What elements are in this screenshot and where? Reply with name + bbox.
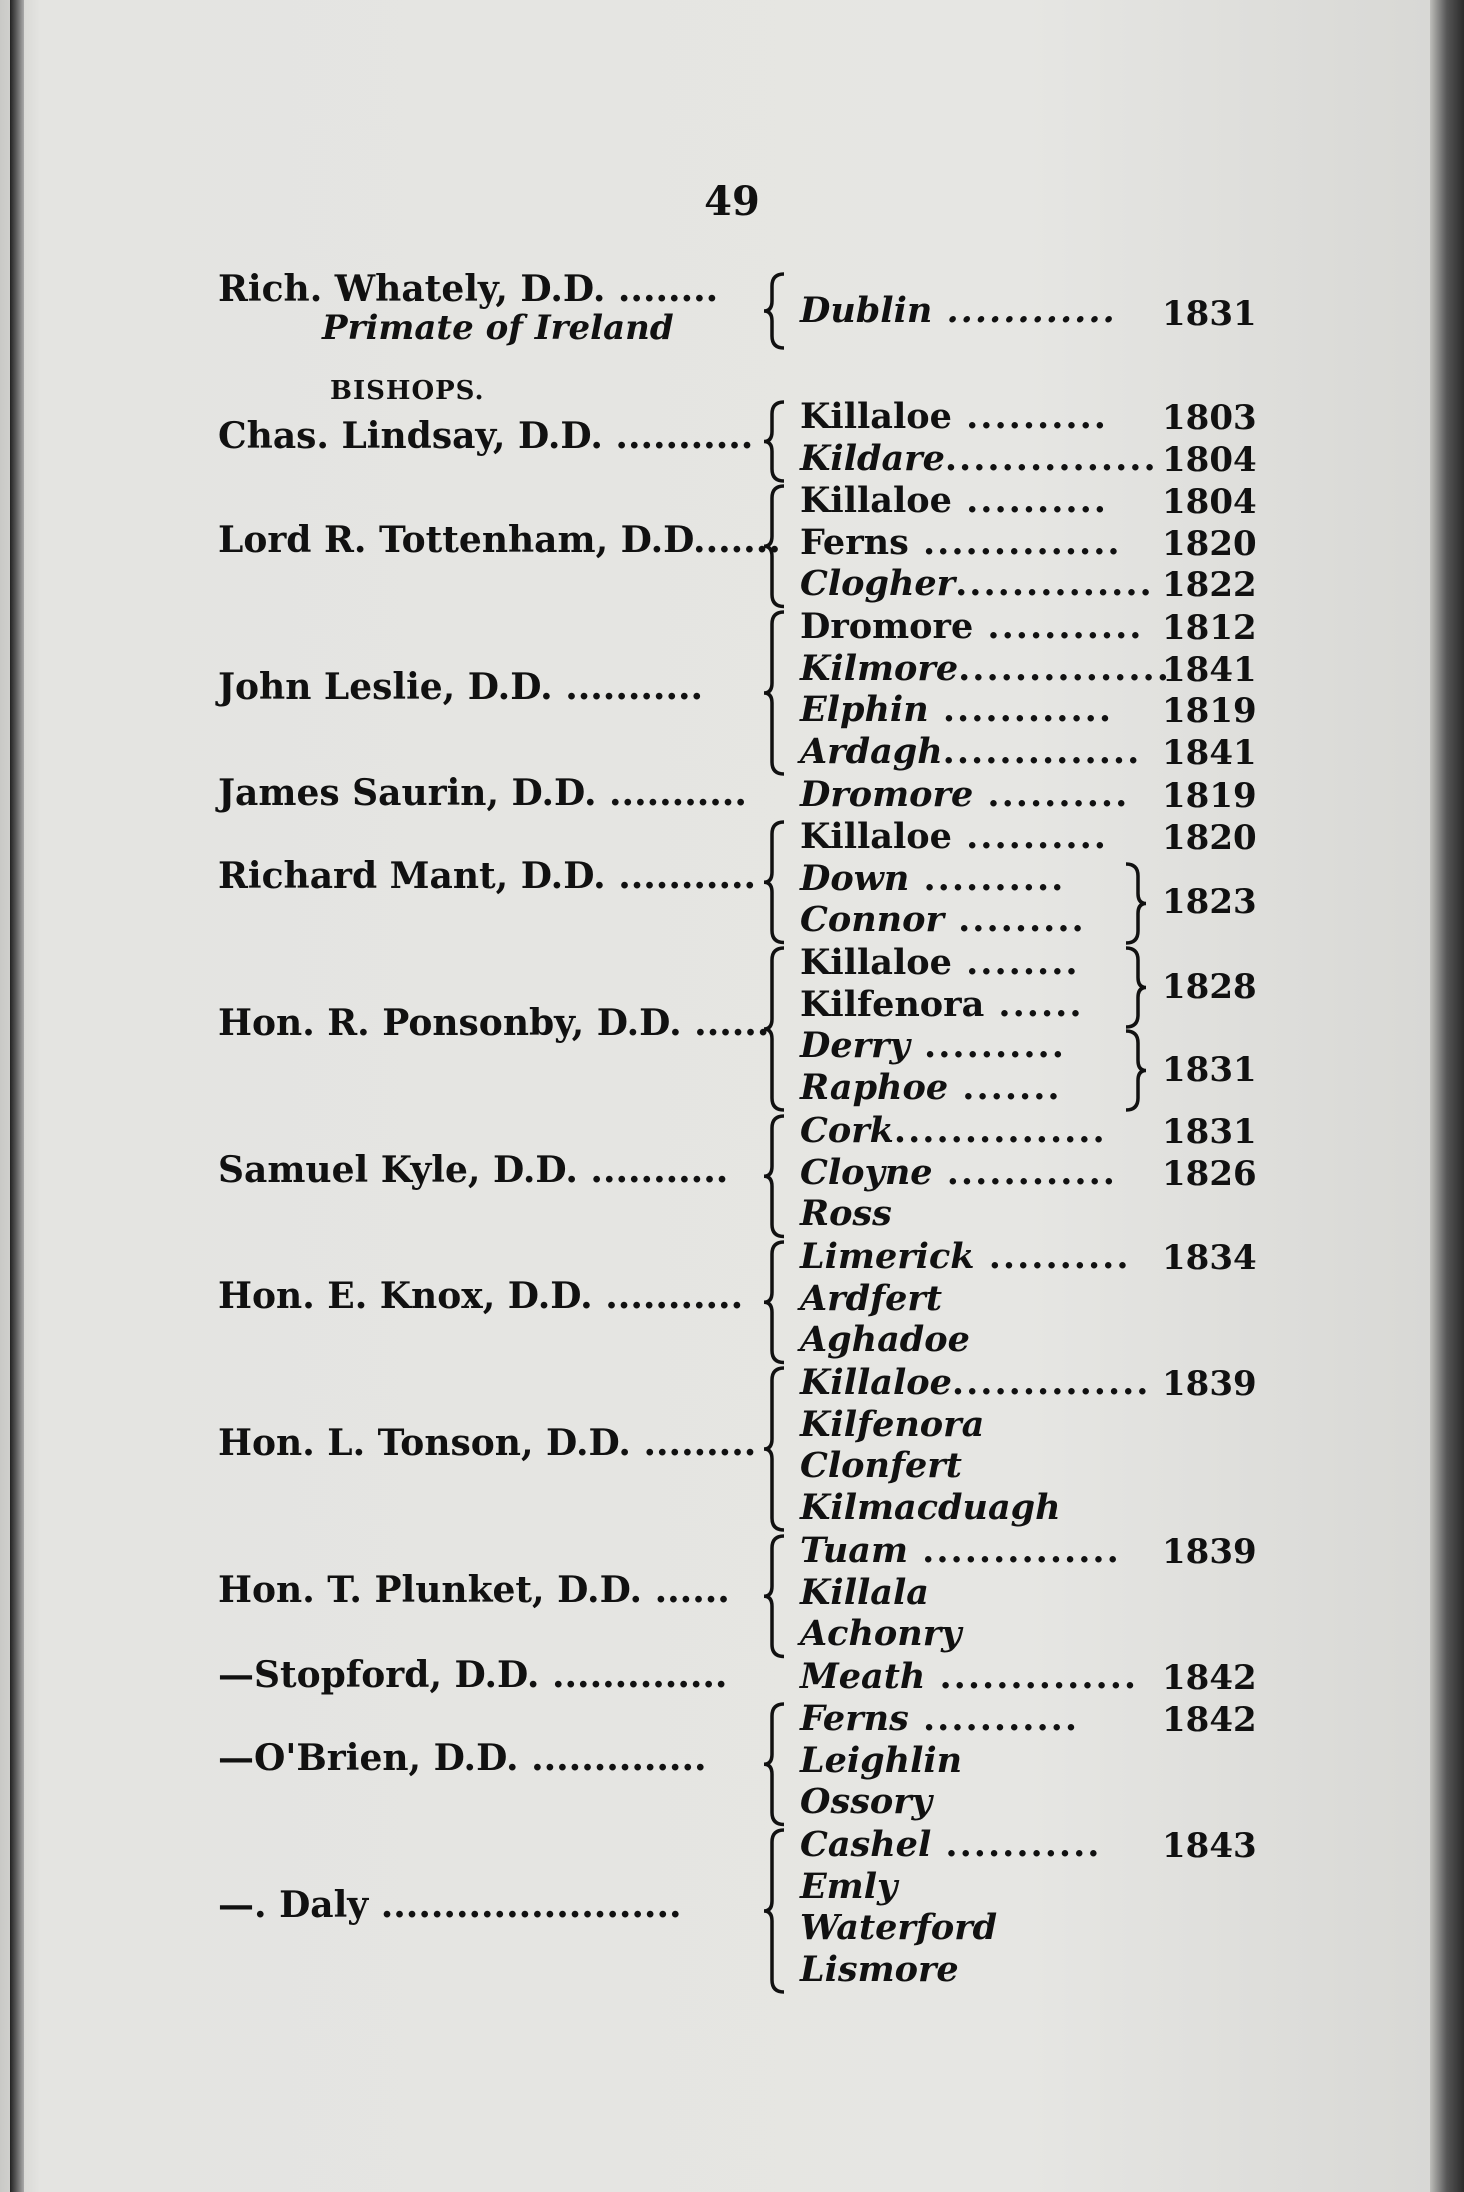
see-entry xyxy=(800,480,1108,521)
see-year: 1839 xyxy=(1162,1364,1257,1404)
see-year: 1819 xyxy=(1162,776,1257,816)
leader-dots: .......... xyxy=(909,1025,1066,1066)
bishop-name: Hon. R. Ponsonby, D.D. ...... xyxy=(218,1002,770,1044)
leader-dots: .............. xyxy=(925,1656,1139,1697)
see-entry xyxy=(800,1781,932,1822)
see-name: Kilfenora xyxy=(800,1403,985,1445)
see-name: Cork xyxy=(800,1110,894,1151)
see-year: 1804 xyxy=(1162,482,1257,522)
see-entry xyxy=(800,858,1065,899)
leader-dots: .......... xyxy=(951,480,1108,521)
see-entry xyxy=(800,1362,1151,1403)
see-entry xyxy=(800,1025,1066,1066)
bishop-name: Hon. L. Tonson, D.D. ......... xyxy=(218,1422,757,1464)
see-name: Ardagh xyxy=(800,730,943,772)
left-brace xyxy=(762,1240,792,1365)
see-name: Waterford xyxy=(800,1907,998,1948)
see-name: Killaloe xyxy=(800,1362,952,1403)
see-entry xyxy=(800,606,1143,647)
leader-dots: ............ xyxy=(928,689,1114,730)
see-entry xyxy=(800,1152,1117,1193)
book-spine xyxy=(10,0,24,2192)
see-entry xyxy=(800,563,1154,604)
leader-dots: ............... xyxy=(893,1110,1107,1151)
see-year: 1820 xyxy=(1162,818,1257,858)
leader-dots: ............ xyxy=(932,290,1117,331)
left-brace xyxy=(762,484,792,609)
see-name: Down xyxy=(800,857,910,899)
primate-brace xyxy=(762,272,792,350)
see-year: 1842 xyxy=(1162,1700,1257,1740)
see-entry xyxy=(800,1404,984,1445)
leader-dots: ............... xyxy=(958,647,1171,689)
see-entry xyxy=(800,942,1080,983)
see-year: 1820 xyxy=(1162,523,1257,564)
see-entry xyxy=(800,816,1108,857)
see-name: Kilmacduagh xyxy=(800,1486,1061,1528)
see-entry xyxy=(800,1907,997,1948)
leader-dots: ........... xyxy=(931,1824,1102,1865)
see-name: Derry xyxy=(800,1025,910,1066)
see-entry xyxy=(800,774,1129,815)
see-name: Aghadoe xyxy=(800,1319,970,1360)
page-edge-shadow xyxy=(1430,0,1464,2192)
see-name: Ferns xyxy=(800,521,909,563)
leader-dots: .......... xyxy=(951,396,1108,437)
leader-dots: ............ xyxy=(932,1151,1117,1193)
see-name: Kilfenora xyxy=(800,983,985,1025)
see-year: 1841 xyxy=(1162,732,1257,773)
see-name: Killaloe xyxy=(800,480,952,521)
bishop-name: Chas. Lindsay, D.D. ........... xyxy=(218,414,754,457)
see-name: Meath xyxy=(800,1656,926,1697)
left-brace xyxy=(762,1702,792,1827)
see-name: Clonfert xyxy=(800,1445,962,1486)
bishop-name: Samuel Kyle, D.D. ........... xyxy=(218,1149,729,1192)
see-year: 1822 xyxy=(1162,565,1257,605)
see-entry xyxy=(800,1193,892,1234)
see-name: Killaloe xyxy=(800,396,952,437)
see-entry xyxy=(800,1319,970,1360)
see-entry xyxy=(800,1740,962,1781)
see-name: Killaloe xyxy=(800,942,952,983)
bishop-name: Lord R. Tottenham, D.D....... xyxy=(218,519,781,562)
see-year: 1812 xyxy=(1162,608,1257,648)
leader-dots: .............. xyxy=(955,563,1154,604)
see-entry xyxy=(800,731,1141,772)
bishop-name: Richard Mant, D.D. ........... xyxy=(218,855,757,898)
see-entry xyxy=(800,984,1084,1025)
see-year: 1843 xyxy=(1162,1826,1257,1866)
see-year: 1803 xyxy=(1162,398,1257,438)
see-name: Cloyne xyxy=(800,1151,933,1193)
leader-dots: ...... xyxy=(984,983,1084,1025)
primate-year: 1831 xyxy=(1162,294,1257,334)
see-entry xyxy=(800,1236,1131,1277)
left-brace xyxy=(762,1114,792,1239)
see-name: Elphin xyxy=(800,689,929,730)
left-brace xyxy=(762,946,792,1112)
see-entry xyxy=(800,1572,929,1613)
see-name: Raphoe xyxy=(800,1066,949,1108)
see-year: 1826 xyxy=(1162,1153,1257,1194)
see-year: 1804 xyxy=(1162,439,1257,480)
see-entry xyxy=(800,1949,959,1990)
see-name: Connor xyxy=(800,899,944,940)
leader-dots: ........ xyxy=(951,942,1080,983)
see-name: Achonry xyxy=(800,1613,962,1654)
see-year: 1831 xyxy=(1162,1112,1257,1152)
see-name: Lismore xyxy=(800,1948,959,1990)
see-year: 1834 xyxy=(1162,1238,1257,1278)
see-entry xyxy=(800,1698,1079,1739)
see-name: Tuam xyxy=(800,1530,908,1571)
see-entry xyxy=(800,1613,961,1654)
leader-dots: ....... xyxy=(948,1066,1062,1108)
bishop-name: John Leslie, D.D. ........... xyxy=(218,666,704,708)
see-year: 1819 xyxy=(1162,691,1257,731)
left-brace xyxy=(762,820,792,945)
see-entry xyxy=(800,438,1158,479)
see-entry xyxy=(800,899,1086,940)
see-name: Kildare xyxy=(800,437,945,479)
see-entry xyxy=(800,1866,897,1907)
leader-dots: ............... xyxy=(944,437,1158,479)
left-brace xyxy=(762,610,792,776)
see-entry xyxy=(800,689,1113,730)
see-name: Ossory xyxy=(800,1781,933,1822)
leader-dots: .......... xyxy=(973,774,1130,815)
see-name: Cashel xyxy=(800,1824,932,1865)
see-name: Ross xyxy=(800,1193,892,1234)
see-entry xyxy=(800,1110,1107,1151)
leader-dots: ......... xyxy=(943,899,1086,940)
leader-dots: .......... xyxy=(974,1236,1131,1277)
leader-dots: .............. xyxy=(951,1362,1151,1403)
grouped-year: 1828 xyxy=(1162,966,1257,1007)
grouped-year: 1823 xyxy=(1162,882,1257,923)
see-entry xyxy=(800,1445,962,1486)
see-entry xyxy=(800,1067,1062,1108)
left-brace xyxy=(762,1534,792,1659)
left-brace xyxy=(762,1366,792,1532)
see-entry xyxy=(800,1530,1121,1571)
bishop-name: James Saurin, D.D. ........... xyxy=(218,771,747,814)
leader-dots: .......... xyxy=(951,816,1108,857)
see-name: Dromore xyxy=(800,774,974,815)
see-year: 1839 xyxy=(1162,1532,1257,1572)
see-name: Dromore xyxy=(800,606,974,647)
leader-dots: .............. xyxy=(908,1530,1121,1571)
see-name: Dublin xyxy=(800,290,933,331)
see-name: Kilmore xyxy=(800,647,959,689)
leader-dots: .......... xyxy=(909,857,1066,899)
right-brace xyxy=(1122,1029,1152,1112)
leader-dots: .............. xyxy=(942,730,1142,772)
page-number: 49 xyxy=(704,178,760,225)
see-name: Leighlin xyxy=(800,1739,963,1781)
see-entry xyxy=(800,522,1122,563)
see-name: Limerick xyxy=(800,1236,975,1277)
see-name: Clogher xyxy=(800,563,956,604)
leader-dots: ........... xyxy=(973,606,1144,647)
bishop-name: —. Daly ........................ xyxy=(218,1884,682,1926)
see-name: Ardfert xyxy=(800,1277,942,1319)
grouped-year: 1831 xyxy=(1162,1049,1257,1090)
see-entry xyxy=(800,1656,1138,1697)
leader-dots: .............. xyxy=(908,521,1122,563)
bishop-name: Hon. T. Plunket, D.D. ...... xyxy=(218,1569,730,1612)
bishops-heading: BISHOPS. xyxy=(330,376,485,406)
left-brace xyxy=(762,1828,792,1994)
see-entry xyxy=(800,1824,1101,1865)
leader-dots: ........... xyxy=(908,1698,1080,1739)
see-entry xyxy=(800,1278,942,1319)
see-name: Emly xyxy=(800,1865,898,1907)
right-brace xyxy=(1122,946,1152,1029)
bishop-name: —O'Brien, D.D. .............. xyxy=(218,1737,707,1780)
see-entry xyxy=(800,396,1108,437)
bishop-name: —Stopford, D.D. .............. xyxy=(218,1653,728,1696)
see-name: Killaloe xyxy=(800,816,952,857)
primate-see xyxy=(800,290,1117,331)
see-name: Killala xyxy=(800,1571,929,1613)
see-year: 1842 xyxy=(1162,1658,1257,1698)
left-brace xyxy=(762,400,792,483)
primate-subtitle: Primate of Ireland xyxy=(322,308,674,348)
right-brace xyxy=(1122,862,1152,945)
bishop-name: Hon. E. Knox, D.D. ........... xyxy=(218,1275,744,1318)
see-name: Ferns xyxy=(800,1698,909,1739)
see-entry xyxy=(800,648,1171,689)
primate-name: Rich. Whately, D.D. ........ xyxy=(218,268,719,310)
see-entry xyxy=(800,1487,1061,1528)
see-year: 1841 xyxy=(1162,649,1257,690)
